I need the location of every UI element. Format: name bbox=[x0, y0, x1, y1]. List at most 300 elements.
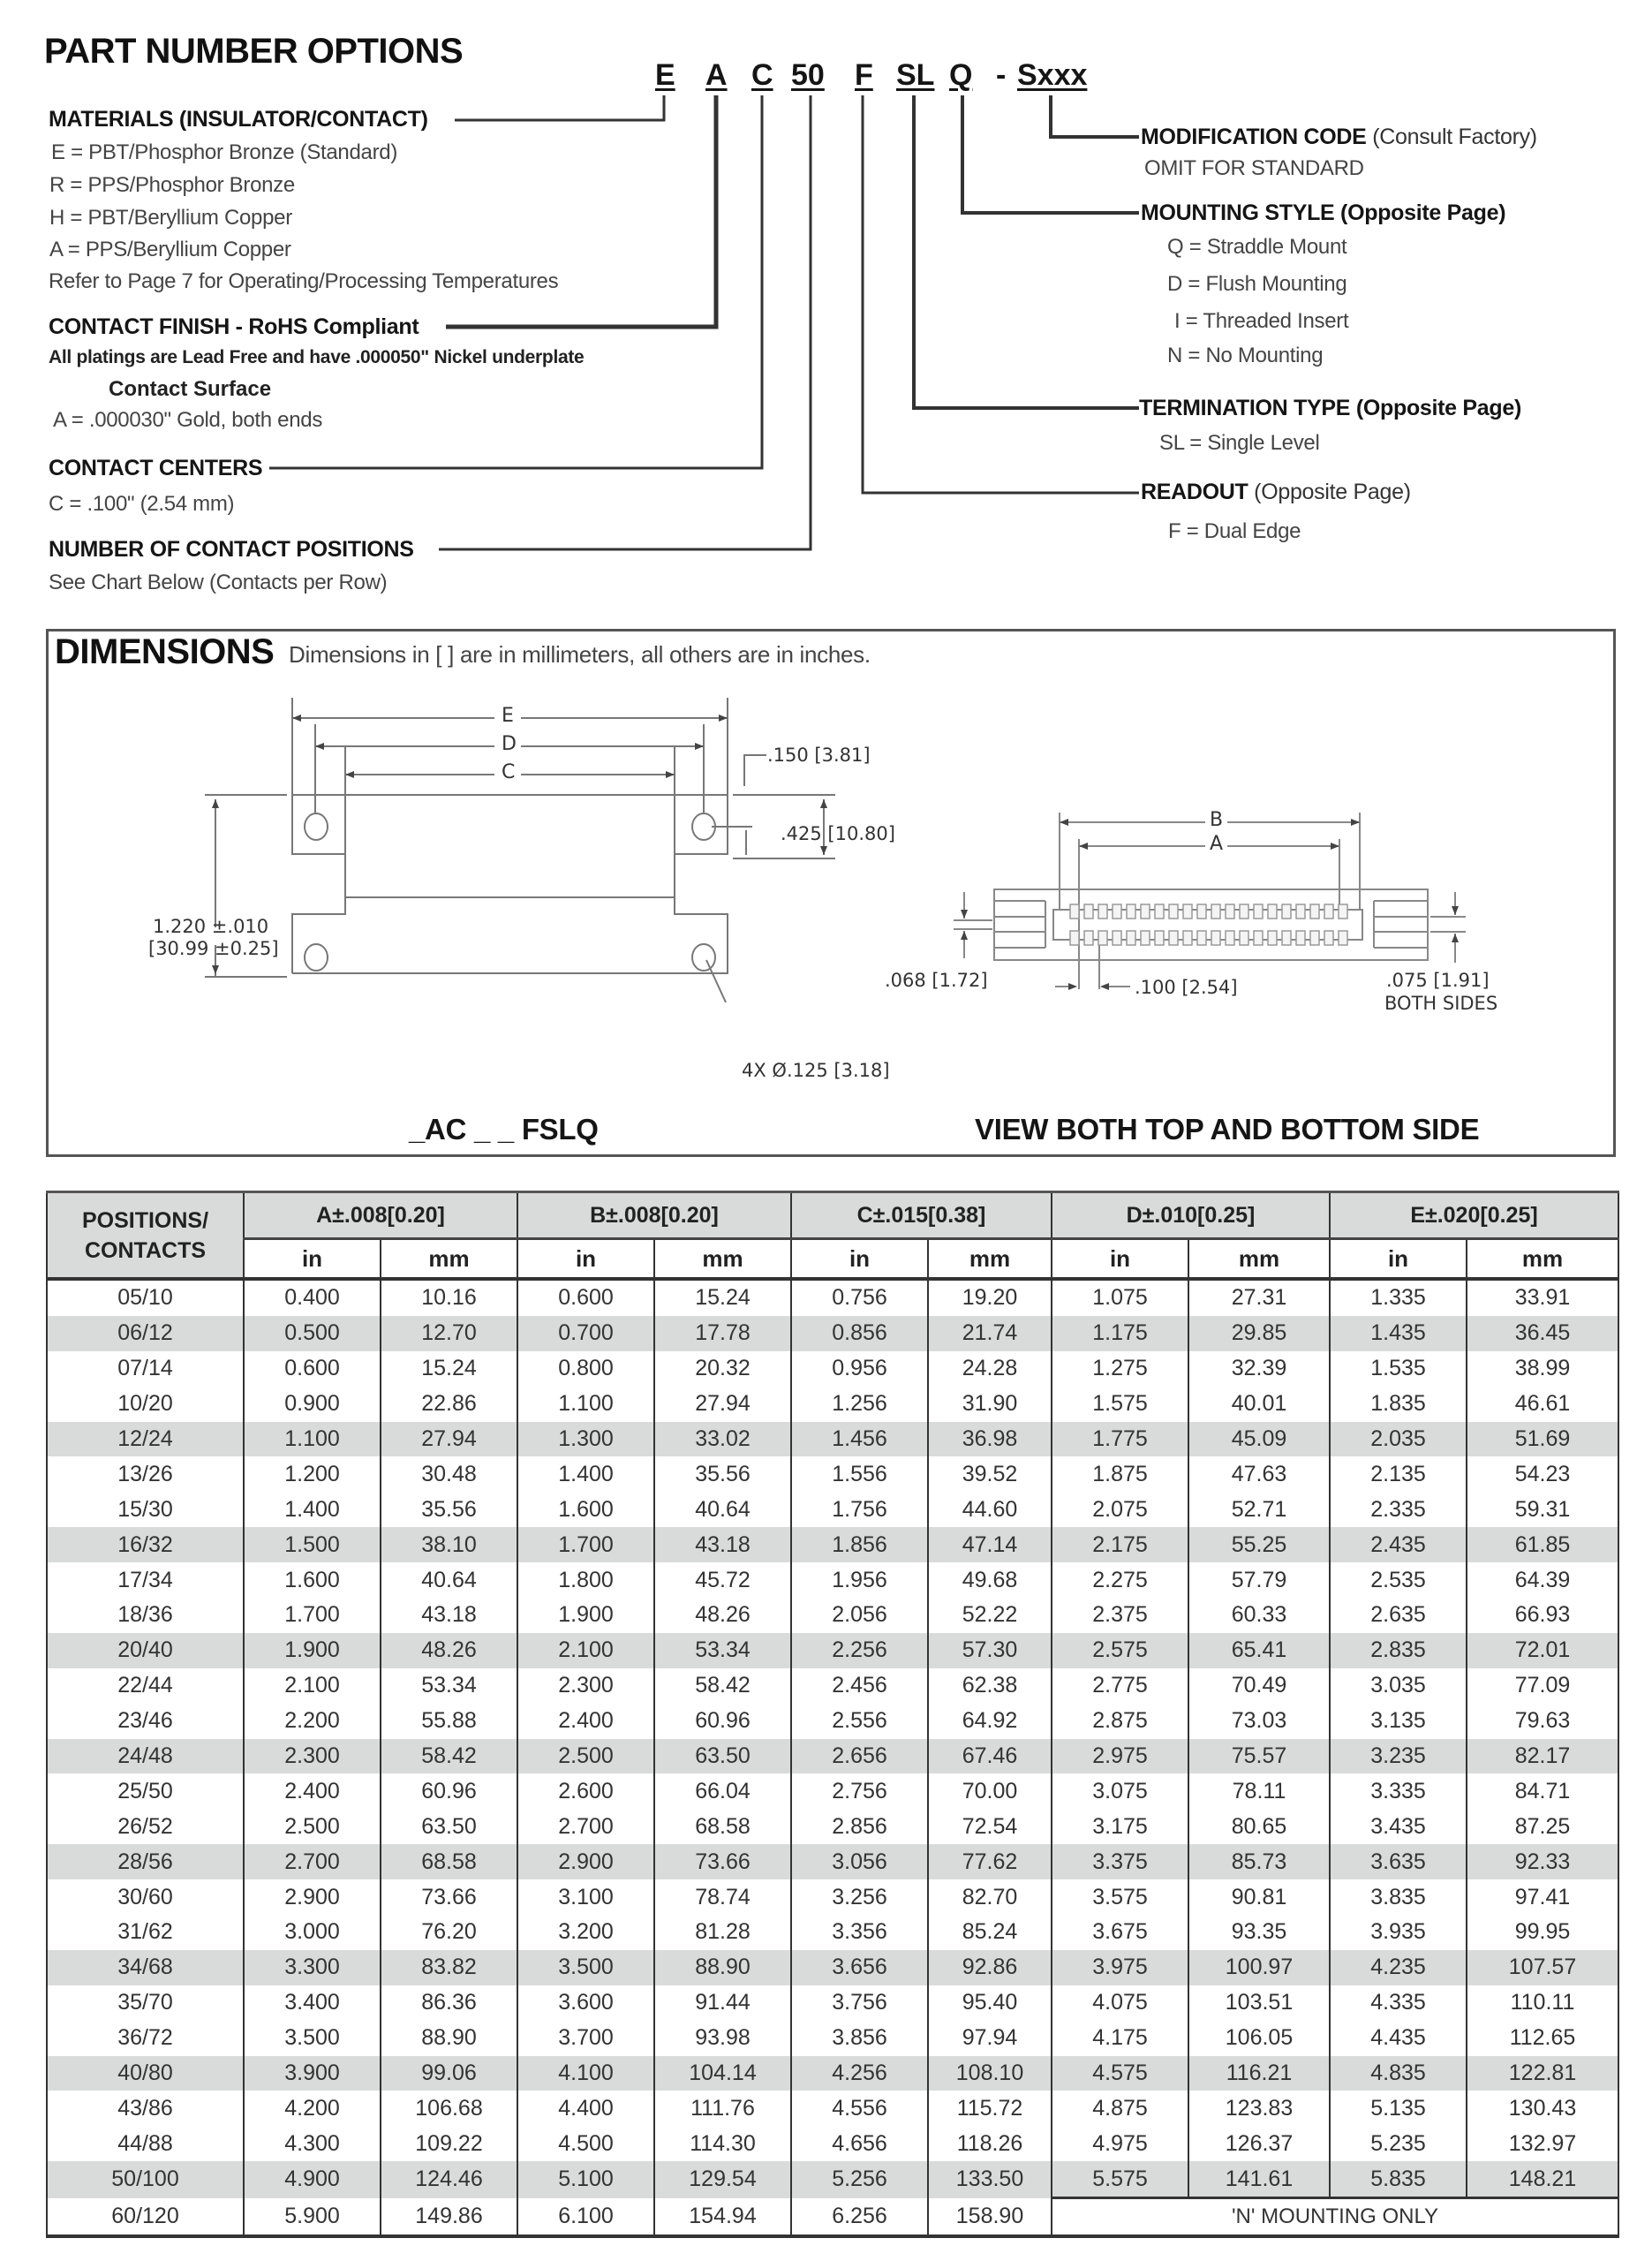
unit-in: in bbox=[1052, 1239, 1188, 1280]
table-row bbox=[47, 1844, 1618, 1879]
dimension-cell: 76.20 bbox=[381, 1915, 517, 1950]
dimension-cell: 2.056 bbox=[791, 1598, 928, 1633]
dimension-cell: 3.256 bbox=[791, 1879, 928, 1915]
dimension-cell: 1.275 bbox=[1052, 1351, 1188, 1387]
dimension-cell: 40.64 bbox=[381, 1562, 517, 1598]
dimension-cell: 5.235 bbox=[1330, 2126, 1467, 2161]
dim-label-e: E bbox=[502, 705, 514, 727]
table-row bbox=[47, 1668, 1618, 1704]
dimension-cell: 3.075 bbox=[1052, 1773, 1188, 1809]
dimension-cell: 88.90 bbox=[381, 2021, 517, 2056]
dimension-cell: 2.835 bbox=[1330, 1633, 1467, 1668]
table-row bbox=[47, 2091, 1618, 2126]
dimension-cell: 1.535 bbox=[1330, 1351, 1467, 1387]
dimension-cell: 0.756 bbox=[791, 1279, 928, 1316]
dimension-cell: 1.900 bbox=[244, 1633, 381, 1668]
dim-label-board-edge-note: BOTH SIDES bbox=[1384, 993, 1498, 1014]
dim-label-d: D bbox=[502, 733, 517, 755]
positions-cell: 23/46 bbox=[47, 1704, 244, 1739]
unit-in: in bbox=[517, 1239, 654, 1280]
table-body bbox=[47, 1279, 1618, 2236]
table-row bbox=[47, 2021, 1618, 2056]
dimension-cell: 2.400 bbox=[244, 1773, 381, 1809]
dimension-cell: 4.835 bbox=[1330, 2056, 1467, 2091]
positions-header-line1: POSITIONS/ bbox=[81, 1207, 209, 1233]
dimension-cell: 68.58 bbox=[654, 1809, 791, 1844]
table-row bbox=[47, 1950, 1618, 1985]
table-row bbox=[47, 1809, 1618, 1844]
dimension-cell: 53.34 bbox=[381, 1668, 517, 1704]
positions-cell: 30/60 bbox=[47, 1879, 244, 1915]
contact-finish-option-a: A = .000030" Gold, both ends bbox=[53, 408, 323, 432]
unit-in: in bbox=[1330, 1239, 1467, 1280]
positions-cell: 34/68 bbox=[47, 1950, 244, 1985]
dimension-cell: 15.24 bbox=[654, 1279, 791, 1316]
dimension-cell: 45.09 bbox=[1188, 1422, 1330, 1457]
mounting-option-q: Q = Straddle Mount bbox=[1167, 235, 1347, 259]
group-header-b: B±.008[0.20] bbox=[517, 1192, 791, 1239]
dimension-cell: 1.100 bbox=[244, 1422, 381, 1457]
dimension-cell: 4.575 bbox=[1052, 2056, 1188, 2091]
dimension-cell: 3.435 bbox=[1330, 1809, 1467, 1844]
dim-label-hole-offset: .425 [10.80] bbox=[781, 823, 895, 844]
table-row bbox=[47, 1773, 1618, 1809]
dimension-cell: 92.33 bbox=[1467, 1844, 1618, 1879]
dimension-cell: 2.700 bbox=[517, 1809, 654, 1844]
dimension-cell: 3.835 bbox=[1330, 1879, 1467, 1915]
dimension-cell: 4.200 bbox=[244, 2091, 381, 2126]
dimension-cell: 2.075 bbox=[1052, 1492, 1188, 1527]
modification-heading-note: (Consult Factory) bbox=[1372, 125, 1537, 149]
dimension-cell: 1.700 bbox=[517, 1527, 654, 1562]
code-contact-centers: C bbox=[751, 58, 773, 92]
table-row bbox=[47, 1456, 1618, 1492]
positions-cell: 43/86 bbox=[47, 2091, 244, 2126]
contact-surface-subheading: Contact Surface bbox=[109, 377, 272, 401]
dimension-cell: 103.51 bbox=[1188, 1985, 1330, 2021]
dimension-cell: 2.335 bbox=[1330, 1492, 1467, 1527]
dimension-cell: 48.26 bbox=[381, 1633, 517, 1668]
dimension-cell: 70.49 bbox=[1188, 1668, 1330, 1704]
dimension-cell: 10.16 bbox=[381, 1279, 517, 1316]
dimension-cell: 52.71 bbox=[1188, 1492, 1330, 1527]
dimension-cell: 3.356 bbox=[791, 1915, 928, 1950]
dimension-cell: 84.71 bbox=[1467, 1773, 1618, 1809]
contact-finish-heading: CONTACT FINISH - RoHS Compliant bbox=[49, 314, 419, 339]
dimension-cell: 4.556 bbox=[791, 2091, 928, 2126]
materials-option-a: A = PPS/Beryllium Copper bbox=[49, 238, 291, 261]
dimension-cell: 1.575 bbox=[1052, 1387, 1188, 1422]
table-row bbox=[47, 1562, 1618, 1598]
dimension-cell: 44.60 bbox=[928, 1492, 1052, 1527]
positions-heading: NUMBER OF CONTACT POSITIONS bbox=[49, 537, 414, 562]
dimension-cell: 148.21 bbox=[1467, 2161, 1618, 2197]
dimension-cell: 66.04 bbox=[654, 1773, 791, 1809]
dimension-cell: 86.36 bbox=[381, 1985, 517, 2021]
dimension-cell: 68.58 bbox=[381, 1844, 517, 1879]
dimension-cell: 130.43 bbox=[1467, 2091, 1618, 2126]
dimension-cell: 30.48 bbox=[381, 1456, 517, 1492]
dimension-cell: 3.675 bbox=[1052, 1915, 1188, 1950]
dimension-cell: 112.65 bbox=[1467, 2021, 1618, 2056]
mounting-option-i: I = Threaded Insert bbox=[1174, 309, 1349, 333]
dimension-cell: 35.56 bbox=[654, 1456, 791, 1492]
dimension-cell: 1.500 bbox=[244, 1527, 381, 1562]
code-termination: SL bbox=[896, 58, 935, 92]
dimension-cell: 95.40 bbox=[928, 1985, 1052, 2021]
dimension-cell: 4.875 bbox=[1052, 2091, 1188, 2126]
dimension-cell: 2.300 bbox=[517, 1668, 654, 1704]
dimension-cell: 99.95 bbox=[1467, 1915, 1618, 1950]
positions-cell: 06/12 bbox=[47, 1316, 244, 1351]
dimension-cell: 2.875 bbox=[1052, 1704, 1188, 1739]
materials-option-h: H = PBT/Beryllium Copper bbox=[49, 206, 292, 230]
materials-option-r: R = PPS/Phosphor Bronze bbox=[49, 173, 295, 197]
dimension-cell: 109.22 bbox=[381, 2126, 517, 2161]
dimension-cell: 0.600 bbox=[244, 1351, 381, 1387]
table-row bbox=[47, 1739, 1618, 1774]
dimension-cell: 106.68 bbox=[381, 2091, 517, 2126]
dimension-cell: 1.900 bbox=[517, 1598, 654, 1633]
dimension-cell: 126.37 bbox=[1188, 2126, 1330, 2161]
dimension-cell: 22.86 bbox=[381, 1387, 517, 1422]
unit-mm: mm bbox=[928, 1239, 1052, 1280]
dimension-cell: 85.24 bbox=[928, 1915, 1052, 1950]
dimension-cell: 3.756 bbox=[791, 1985, 928, 2021]
dimension-cell: 66.93 bbox=[1467, 1598, 1618, 1633]
unit-in: in bbox=[791, 1239, 928, 1280]
dim-label-holes: 4X Ø.125 [3.18] bbox=[742, 1060, 890, 1081]
dimension-cell: 65.41 bbox=[1188, 1633, 1330, 1668]
positions-cell: 15/30 bbox=[47, 1492, 244, 1527]
positions-cell: 10/20 bbox=[47, 1387, 244, 1422]
modification-option: OMIT FOR STANDARD bbox=[1144, 156, 1364, 180]
positions-cell: 31/62 bbox=[47, 1915, 244, 1950]
dimension-cell: 38.10 bbox=[381, 1527, 517, 1562]
code-materials: E bbox=[655, 58, 675, 92]
dimension-cell: 40.01 bbox=[1188, 1387, 1330, 1422]
dimension-cell: 149.86 bbox=[381, 2198, 517, 2236]
dim-label-board-edge: .075 [1.91] bbox=[1386, 970, 1490, 991]
dimension-cell: 0.800 bbox=[517, 1351, 654, 1387]
code-readout: F bbox=[855, 58, 873, 92]
positions-cell: 22/44 bbox=[47, 1668, 244, 1704]
dimension-cell: 4.256 bbox=[791, 2056, 928, 2091]
readout-heading-text: READOUT bbox=[1141, 480, 1248, 504]
table-row bbox=[47, 1598, 1618, 1633]
table-row bbox=[47, 1351, 1618, 1387]
dimension-cell: 2.435 bbox=[1330, 1527, 1467, 1562]
dimension-cell: 100.97 bbox=[1188, 1950, 1330, 1985]
dimension-cell: 1.956 bbox=[791, 1562, 928, 1598]
dimension-cell: 1.835 bbox=[1330, 1387, 1467, 1422]
dimension-cell: 2.975 bbox=[1052, 1739, 1188, 1774]
table-row bbox=[47, 1879, 1618, 1915]
dimension-cell: 19.20 bbox=[928, 1279, 1052, 1316]
table-row bbox=[47, 1633, 1618, 1668]
table-row bbox=[47, 1492, 1618, 1527]
dimension-cell: 27.31 bbox=[1188, 1279, 1330, 1316]
dimension-cell: 3.500 bbox=[244, 2021, 381, 2056]
dim-label-c: C bbox=[502, 761, 516, 783]
dimension-cell: 0.500 bbox=[244, 1316, 381, 1351]
dimension-cell: 1.775 bbox=[1052, 1422, 1188, 1457]
dimension-cell: 46.61 bbox=[1467, 1387, 1618, 1422]
mounting-heading: MOUNTING STYLE (Opposite Page) bbox=[1141, 200, 1506, 225]
dimension-cell: 4.235 bbox=[1330, 1950, 1467, 1985]
positions-cell: 50/100 bbox=[47, 2161, 244, 2197]
group-header-e: E±.020[0.25] bbox=[1330, 1192, 1618, 1239]
dimension-cell: 1.456 bbox=[791, 1422, 928, 1457]
dimensions-title: DIMENSIONS bbox=[55, 632, 275, 671]
dimension-cell: 35.56 bbox=[381, 1492, 517, 1527]
dimension-cell: 0.956 bbox=[791, 1351, 928, 1387]
mounting-option-n: N = No Mounting bbox=[1167, 344, 1324, 367]
dimension-cell: 2.400 bbox=[517, 1704, 654, 1739]
dimension-cell: 93.35 bbox=[1188, 1915, 1330, 1950]
dimension-cell: 108.10 bbox=[928, 2056, 1052, 2091]
dimension-cell: 81.28 bbox=[654, 1915, 791, 1950]
dimension-cell: 60.33 bbox=[1188, 1598, 1330, 1633]
unit-in: in bbox=[244, 1239, 381, 1280]
dimension-cell: 91.44 bbox=[654, 1985, 791, 2021]
dimension-cell: 24.28 bbox=[928, 1351, 1052, 1387]
dimension-cell: 17.78 bbox=[654, 1316, 791, 1351]
dim-label-height-in: 1.220 ±.010 bbox=[153, 916, 269, 937]
dimension-cell: 2.100 bbox=[244, 1668, 381, 1704]
dimension-cell: 27.94 bbox=[654, 1387, 791, 1422]
table-unit-header-row bbox=[47, 1239, 1618, 1280]
dimension-cell: 3.975 bbox=[1052, 1950, 1188, 1985]
dimension-cell: 1.335 bbox=[1330, 1279, 1467, 1316]
dimensions-table bbox=[46, 1191, 1619, 2238]
side-view-caption: VIEW BOTH TOP AND BOTTOM SIDE bbox=[975, 1113, 1480, 1146]
dimension-cell: 122.81 bbox=[1467, 2056, 1618, 2091]
unit-mm: mm bbox=[1188, 1239, 1330, 1280]
top-view-caption: _AC _ _ FSLQ bbox=[409, 1113, 599, 1146]
materials-note: Refer to Page 7 for Operating/Processing Temperatures bbox=[49, 269, 559, 293]
dimension-cell: 106.05 bbox=[1188, 2021, 1330, 2056]
dimension-cell: 63.50 bbox=[654, 1739, 791, 1774]
dimension-cell: 3.300 bbox=[244, 1950, 381, 1985]
dimension-cell: 4.335 bbox=[1330, 1985, 1467, 2021]
dimension-cell: 1.300 bbox=[517, 1422, 654, 1457]
table-row bbox=[47, 2056, 1618, 2091]
dimension-cell: 2.756 bbox=[791, 1773, 928, 1809]
dimension-cell: 60.96 bbox=[654, 1704, 791, 1739]
dimension-cell: 2.375 bbox=[1052, 1598, 1188, 1633]
dimension-cell: 1.756 bbox=[791, 1492, 928, 1527]
unit-mm: mm bbox=[1467, 1239, 1618, 1280]
termination-heading: TERMINATION TYPE (Opposite Page) bbox=[1139, 396, 1522, 420]
dimension-cell: 0.856 bbox=[791, 1316, 928, 1351]
table-row bbox=[47, 1985, 1618, 2021]
positions-header bbox=[47, 1192, 244, 1280]
dimension-cell: 114.30 bbox=[654, 2126, 791, 2161]
dimension-cell: 2.275 bbox=[1052, 1562, 1188, 1598]
dimension-cell: 93.98 bbox=[654, 2021, 791, 2056]
modification-heading-text: MODIFICATION CODE bbox=[1141, 125, 1367, 149]
dimension-cell: 58.42 bbox=[654, 1668, 791, 1704]
dimension-cell: 5.575 bbox=[1052, 2161, 1188, 2197]
dimension-cell: 58.42 bbox=[381, 1739, 517, 1774]
dimension-cell: 92.86 bbox=[928, 1950, 1052, 1985]
dimension-cell: 111.76 bbox=[654, 2091, 791, 2126]
positions-cell: 07/14 bbox=[47, 1351, 244, 1387]
dim-label-b: B bbox=[1210, 809, 1224, 831]
dimension-cell: 38.99 bbox=[1467, 1351, 1618, 1387]
dimension-cell: 3.335 bbox=[1330, 1773, 1467, 1809]
dimension-cell: 4.300 bbox=[244, 2126, 381, 2161]
dimension-cell: 115.72 bbox=[928, 2091, 1052, 2126]
dimension-cell: 4.656 bbox=[791, 2126, 928, 2161]
dimension-cell: 4.435 bbox=[1330, 2021, 1467, 2056]
materials-option-e: E = PBT/Phosphor Bronze (Standard) bbox=[51, 140, 398, 164]
dimension-cell: 75.57 bbox=[1188, 1739, 1330, 1774]
dimension-cell: 77.09 bbox=[1467, 1668, 1618, 1704]
materials-heading: MATERIALS (INSULATOR/CONTACT) bbox=[49, 107, 428, 132]
dimension-cell: 3.100 bbox=[517, 1879, 654, 1915]
dimension-cell: 20.32 bbox=[654, 1351, 791, 1387]
dimension-cell: 47.14 bbox=[928, 1527, 1052, 1562]
dimension-cell: 2.500 bbox=[244, 1809, 381, 1844]
positions-cell: 35/70 bbox=[47, 1985, 244, 2021]
dimension-cell: 2.300 bbox=[244, 1739, 381, 1774]
readout-option-f: F = Dual Edge bbox=[1168, 519, 1301, 543]
dimension-cell: 57.79 bbox=[1188, 1562, 1330, 1598]
dim-label-pitch: .100 [2.54] bbox=[1135, 977, 1238, 998]
dimension-cell: 1.700 bbox=[244, 1598, 381, 1633]
dimension-cell: 154.94 bbox=[654, 2198, 791, 2236]
dimension-cell: 2.135 bbox=[1330, 1456, 1467, 1492]
dimension-cell: 6.256 bbox=[791, 2198, 928, 2236]
dimension-cell: 51.69 bbox=[1467, 1422, 1618, 1457]
positions-cell: 25/50 bbox=[47, 1773, 244, 1809]
dimension-cell: 141.61 bbox=[1188, 2161, 1330, 2197]
dimension-cell: 4.900 bbox=[244, 2161, 381, 2197]
dimension-cell: 57.30 bbox=[928, 1633, 1052, 1668]
positions-cell: 44/88 bbox=[47, 2126, 244, 2161]
dimension-cell: 61.85 bbox=[1467, 1527, 1618, 1562]
group-header-a: A±.008[0.20] bbox=[244, 1192, 517, 1239]
dimension-cell: 32.39 bbox=[1188, 1351, 1330, 1387]
dimension-cell: 90.81 bbox=[1188, 1879, 1330, 1915]
dimension-cell: 2.900 bbox=[517, 1844, 654, 1879]
dimension-cell: 0.600 bbox=[517, 1279, 654, 1316]
dimension-cell: 1.600 bbox=[244, 1562, 381, 1598]
dimension-cell: 54.23 bbox=[1467, 1456, 1618, 1492]
dimension-cell: 97.41 bbox=[1467, 1879, 1618, 1915]
code-positions: 50 bbox=[791, 58, 825, 92]
table-row bbox=[47, 1704, 1618, 1739]
positions-cell: 36/72 bbox=[47, 2021, 244, 2056]
termination-option-sl: SL = Single Level bbox=[1159, 431, 1320, 455]
positions-header-line2: CONTACTS bbox=[84, 1237, 207, 1263]
dimension-cell: 60.96 bbox=[381, 1773, 517, 1809]
dimension-cell: 2.456 bbox=[791, 1668, 928, 1704]
dimension-cell: 5.135 bbox=[1330, 2091, 1467, 2126]
dimension-cell: 12.70 bbox=[381, 1316, 517, 1351]
dimension-cell: 3.600 bbox=[517, 1985, 654, 2021]
positions-cell: 05/10 bbox=[47, 1279, 244, 1316]
contact-finish-note: All platings are Lead Free and have .000050" Nickel underplate bbox=[49, 347, 585, 367]
dimension-cell: 4.175 bbox=[1052, 2021, 1188, 2056]
dimension-cell: 2.900 bbox=[244, 1879, 381, 1915]
dimension-cell: 132.97 bbox=[1467, 2126, 1618, 2161]
dimension-cell: 3.200 bbox=[517, 1915, 654, 1950]
dimension-cell: 133.50 bbox=[928, 2161, 1052, 2197]
dim-label-edge-offset: .150 [3.81] bbox=[767, 745, 871, 766]
table-row bbox=[47, 2126, 1618, 2161]
dimension-cell: 3.935 bbox=[1330, 1915, 1467, 1950]
table-row bbox=[47, 1915, 1618, 1950]
positions-cell: 13/26 bbox=[47, 1456, 244, 1492]
dimension-cell: 83.82 bbox=[381, 1950, 517, 1985]
dimension-cell: 55.25 bbox=[1188, 1527, 1330, 1562]
dimension-cell: 2.535 bbox=[1330, 1562, 1467, 1598]
dimension-cell: 73.03 bbox=[1188, 1704, 1330, 1739]
dimension-cell: 67.46 bbox=[928, 1739, 1052, 1774]
table-row bbox=[47, 1527, 1618, 1562]
dimension-cell: 1.175 bbox=[1052, 1316, 1188, 1351]
dimension-cell: 158.90 bbox=[928, 2198, 1052, 2236]
dimension-cell: 3.500 bbox=[517, 1950, 654, 1985]
dimension-cell: 29.85 bbox=[1188, 1316, 1330, 1351]
dimension-cell: 2.700 bbox=[244, 1844, 381, 1879]
dimension-cell: 2.775 bbox=[1052, 1668, 1188, 1704]
dimension-cell: 39.52 bbox=[928, 1456, 1052, 1492]
dimension-cell: 21.74 bbox=[928, 1316, 1052, 1351]
dimension-cell: 43.18 bbox=[654, 1527, 791, 1562]
dimension-cell: 5.900 bbox=[244, 2198, 381, 2236]
positions-cell: 17/34 bbox=[47, 1562, 244, 1598]
dimension-cell: 1.435 bbox=[1330, 1316, 1467, 1351]
dimension-cell: 82.17 bbox=[1467, 1739, 1618, 1774]
dimension-cell: 104.14 bbox=[654, 2056, 791, 2091]
dimension-cell: 124.46 bbox=[381, 2161, 517, 2197]
dimension-cell: 1.200 bbox=[244, 1456, 381, 1492]
dimension-cell: 27.94 bbox=[381, 1422, 517, 1457]
page-title: PART NUMBER OPTIONS bbox=[44, 32, 464, 71]
dimension-cell: 77.62 bbox=[928, 1844, 1052, 1879]
dimension-cell: 4.400 bbox=[517, 2091, 654, 2126]
dimension-cell: 3.035 bbox=[1330, 1668, 1467, 1704]
dimension-cell: 4.500 bbox=[517, 2126, 654, 2161]
dimension-cell: 1.800 bbox=[517, 1562, 654, 1598]
mounting-option-d: D = Flush Mounting bbox=[1167, 272, 1347, 296]
dimension-cell: 40.64 bbox=[654, 1492, 791, 1527]
dimension-cell: 5.835 bbox=[1330, 2161, 1467, 2197]
positions-cell: 16/32 bbox=[47, 1527, 244, 1562]
dimension-cell: 36.45 bbox=[1467, 1316, 1618, 1351]
contact-centers-option-c: C = .100" (2.54 mm) bbox=[49, 492, 235, 516]
dimension-cell: 110.11 bbox=[1467, 1985, 1618, 2021]
dimension-cell: 2.100 bbox=[517, 1633, 654, 1668]
dimension-cell: 3.235 bbox=[1330, 1739, 1467, 1774]
dimension-cell: 6.100 bbox=[517, 2198, 654, 2236]
dimension-cell: 2.656 bbox=[791, 1739, 928, 1774]
contact-centers-heading: CONTACT CENTERS bbox=[49, 456, 263, 480]
dimension-cell: 3.400 bbox=[244, 1985, 381, 2021]
dimension-cell: 2.256 bbox=[791, 1633, 928, 1668]
dimension-cell: 2.035 bbox=[1330, 1422, 1467, 1457]
dim-label-thickness: .068 [1.72] bbox=[885, 970, 988, 991]
dimension-cell: 5.256 bbox=[791, 2161, 928, 2197]
dimension-cell: 0.400 bbox=[244, 1279, 381, 1316]
positions-cell: 40/80 bbox=[47, 2056, 244, 2091]
dimension-cell: 53.34 bbox=[654, 1633, 791, 1668]
dimension-cell: 1.075 bbox=[1052, 1279, 1188, 1316]
